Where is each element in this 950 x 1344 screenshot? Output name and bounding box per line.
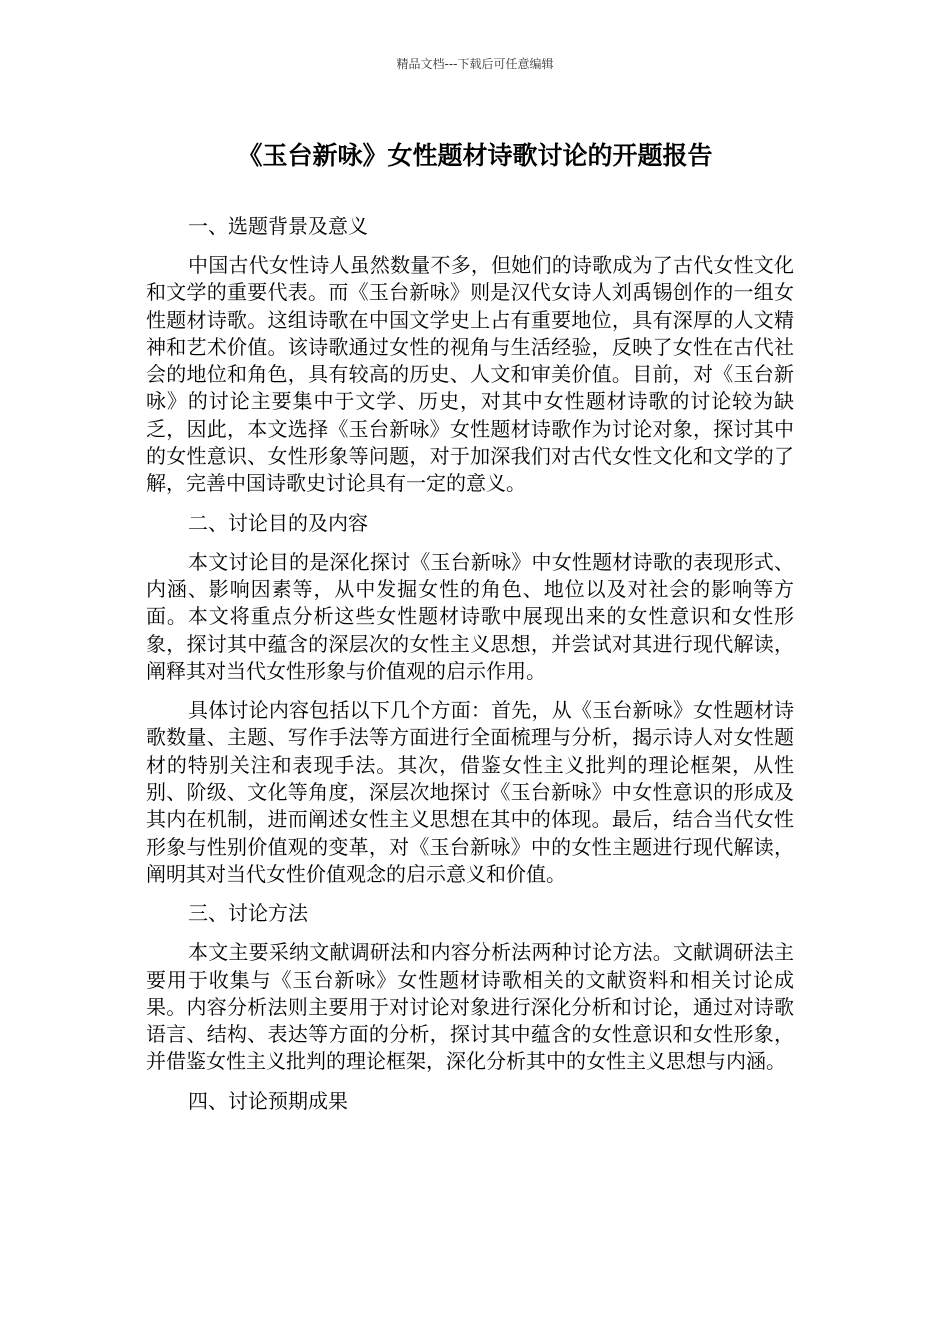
section-heading: 四、讨论预期成果 xyxy=(188,1088,348,1113)
section-heading: 三、讨论方法 xyxy=(188,901,308,926)
section-methods xyxy=(146,900,794,1075)
section-objectives xyxy=(146,510,794,889)
body-paragraph: 本文主要采纳文献调研法和内容分析法两种讨论方法。文献调研法主要用于收集与《玉台新咏》女性题材诗歌相关的文献资料和相关讨论成果。内容分析法则主要用于对讨论对象进行深化分析和讨论，通过对诗歌语言、结构、表达等方面的分析，探讨其中蕴含的女性意识和女性形象，并借鉴女性主义批判的理论框架，深化分析其中的女性主义思想与内涵。 xyxy=(146,940,794,1074)
page-header: 精品文档---下载后可任意编辑 xyxy=(396,57,554,71)
document-title: 《玉台新咏》女性题材诗歌讨论的开题报告 xyxy=(237,141,713,170)
section-expected-results xyxy=(146,1088,794,1115)
section-heading: 一、选题背景及意义 xyxy=(188,214,368,238)
body-paragraph: 本文讨论目的是深化探讨《玉台新咏》中女性题材诗歌的表现形式、内涵、影响因素等，从中发掘女性的角色、地位以及对社会的影响等方面。本文将重点分析这些女性题材诗歌中展现出来的女性意识和女性形象，探讨其中蕴含的深层次的女性主义思想，并尝试对其进行现代解读，阐释其对当代女性形象与价值观的启示作用。 xyxy=(146,549,794,683)
body-paragraph: 中国古代女性诗人虽然数量不多，但她们的诗歌成为了古代女性文化和文学的重要代表。而《玉台新咏》则是汉代女诗人刘禹锡创作的一组女性题材诗歌。这组诗歌在中国文学史上占有重要地位，具有深厚的人文精神和艺术价值。该诗歌通过女性的视角与生活经验，反映了女性在古代社会的地位和角色，具有较高的历史、人文和审美价值。目前，对《玉台新咏》的讨论主要集中于文学、历史，对其中女性题材诗歌的讨论较为缺乏，因此，本文选择《玉台新咏》女性题材诗歌作为讨论对象，探讨其中的女性意识、女性形象等问题，对于加深我们对古代女性文化和文学的了解，完善中国诗歌史讨论具有一定的意义。 xyxy=(146,253,794,496)
document-body xyxy=(146,213,794,1127)
section-heading: 二、讨论目的及内容 xyxy=(188,510,368,535)
body-paragraph: 具体讨论内容包括以下几个方面：首先，从《玉台新咏》女性题材诗歌数量、主题、写作手法等方面进行全面梳理与分析，揭示诗人对女性题材的特别关注和表现手法。其次，借鉴女性主义批判的理论框架，从性别、阶级、文化等角度，深层次地探讨《玉台新咏》中女性意识的形成及其内在机制，进而阐述女性主义思想在其中的体现。最后，结合当代女性形象与性别价值观的变革，对《玉台新咏》中的女性主题进行现代解读，阐明其对当代女性价值观念的启示意义和价值。 xyxy=(146,698,794,886)
section-background xyxy=(146,213,794,498)
